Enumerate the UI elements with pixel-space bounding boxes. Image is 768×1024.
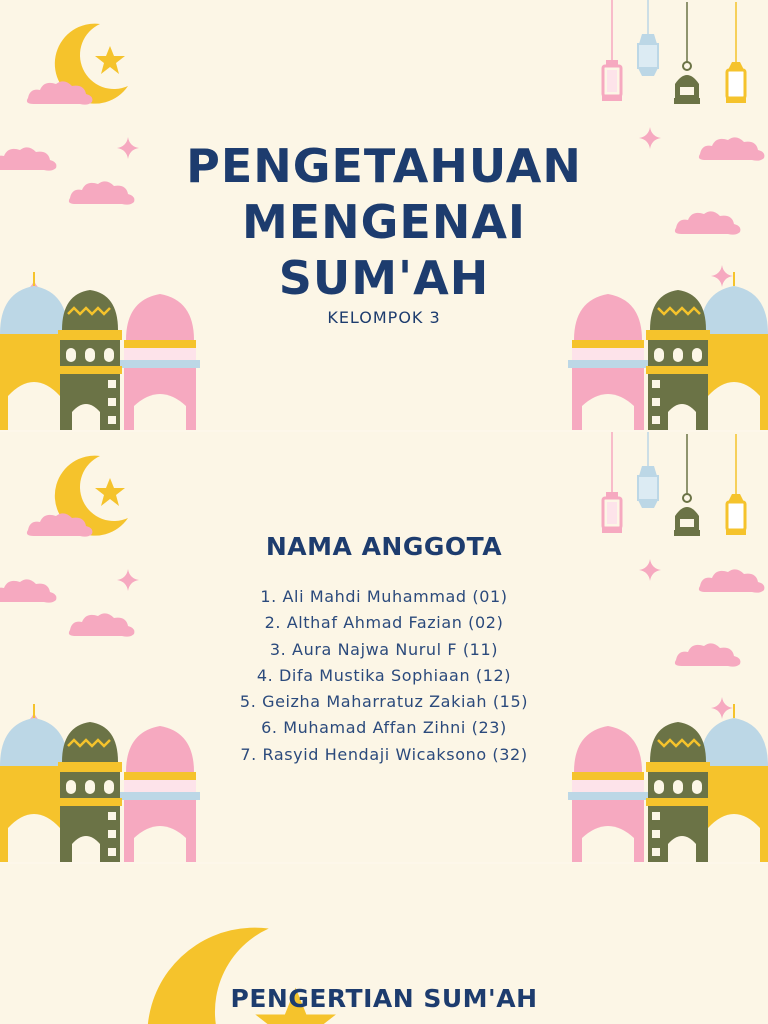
title-line: SUM'AH [278,251,490,305]
subtitle: KELOMPOK 3 [327,308,441,327]
list-item: 3. Aura Najwa Nurul F (11) [269,639,499,659]
list-item: 6. Muhamad Affan Zihni (23) [261,718,507,738]
list-item: 7. Rasyid Hendaji Wicaksono (32) [240,744,528,764]
list-item: 4. Difa Mustika Sophiaan (12) [256,665,512,685]
cover-slide [0,0,768,430]
member-list [0,584,768,768]
title-line: PENGETAHUAN [186,139,582,193]
section-heading: PENGERTIAN SUM'AH [230,984,538,1013]
section-heading: NAMA ANGGOTA [265,532,503,561]
members-slide [0,432,768,862]
title-line: MENGENAI [241,195,527,249]
list-item: 5. Geizha Maharratuz Zakiah (15) [239,692,529,712]
list-item: 2. Althaf Ahmad Fazian (02) [264,613,504,633]
definition-slide [0,864,768,1024]
page-title [0,138,768,306]
list-item: 1. Ali Mahdi Muhammad (01) [260,587,508,606]
